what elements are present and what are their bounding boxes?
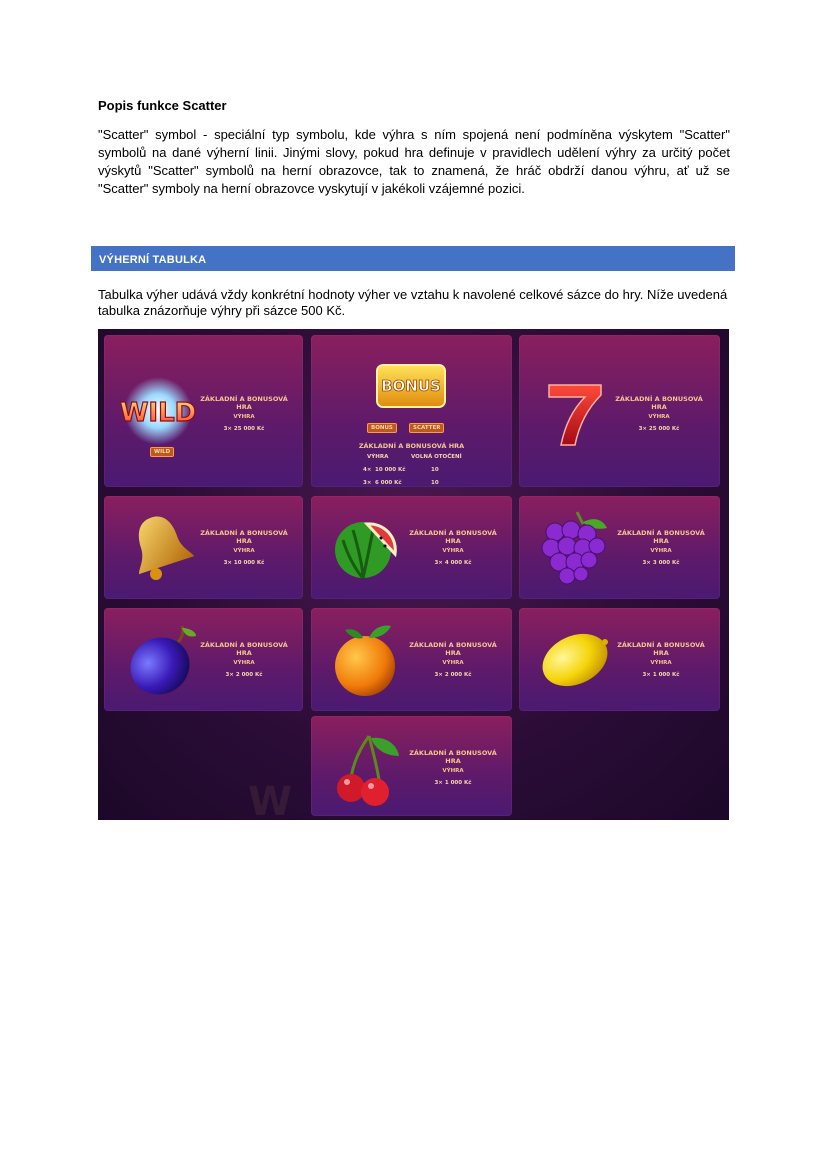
bonus-row-3-win: 6 000 Kč: [375, 480, 402, 486]
bonus-row-3-count: 3×: [363, 480, 372, 486]
bonus-icon: [373, 359, 449, 413]
paytable-card-lemon: [519, 608, 720, 711]
plum-icon: [124, 620, 200, 700]
cherry-icon: [329, 730, 405, 810]
bonus-row-4-spins: 10: [431, 467, 439, 473]
paytable-intro: Tabulka výher udává vždy konkrétní hodnoty výher ve vztahu k navolené celkové sázce do hry. Níže uvedená tabulka znázorňuje výhry při sázce 500 Kč.: [98, 287, 728, 318]
wild-badge: WILD: [150, 447, 174, 457]
bonus-badge: BONUS: [367, 423, 397, 433]
plum-payout: ZÁKLADNÍ A BONUSOVÁ HRA VÝHRA 3× 2 000 Kč: [200, 641, 288, 678]
bell-payout: ZÁKLADNÍ A BONUSOVÁ HRA VÝHRA 3× 10 000 Kč: [200, 529, 288, 566]
orange-icon: [329, 620, 405, 700]
paytable-card-seven: [519, 335, 720, 487]
bonus-col-spins: VOLNÁ OTOČENÍ: [411, 454, 462, 460]
svg-text:BONUS: BONUS: [381, 377, 441, 395]
bell-icon: [126, 510, 196, 584]
lemon-icon: [535, 624, 615, 694]
paytable-card-bell: [104, 496, 303, 599]
bonus-row-4-count: 4×: [363, 467, 372, 473]
paytable-image: [98, 329, 729, 820]
cherry-payout: ZÁKLADNÍ A BONUSOVÁ HRA VÝHRA 3× 1 000 Kč: [409, 749, 497, 786]
svg-text:WILD: WILD: [119, 398, 197, 428]
lemon-payout: ZÁKLADNÍ A BONUSOVÁ HRA VÝHRA 3× 1 000 Kč: [617, 641, 705, 678]
scatter-badge: SCATTER: [409, 423, 444, 433]
grapes-icon: [537, 508, 611, 588]
paytable-banner: VÝHERNÍ TABULKA: [91, 246, 735, 271]
bonus-row-4-win: 10 000 Kč: [375, 467, 406, 473]
paytable-card-wild: [104, 335, 303, 487]
scatter-description: "Scatter" symbol - speciální typ symbolu, kde výhra s ním spojená není podmíněna výskytem "Scatter" symbolů na dané výherní linii. Jinými slovy, pokud hra definuje v pravidlech udělení výhry za určitý počet výskytů "Scatter" symbolů na herní obrazovce, tak to znamená, že hráč obdrží danou výhru, ať už se "Scatter" symboly na herní obrazovce vyskytují v jakékoli vzájemné pozici.: [98, 127, 730, 196]
wild-icon: [118, 373, 198, 453]
watermelon-payout: ZÁKLADNÍ A BONUSOVÁ HRA VÝHRA 3× 4 000 Kč: [409, 529, 497, 566]
paytable-card-orange: [311, 608, 512, 711]
watermelon-icon: [329, 510, 405, 584]
orange-payout: ZÁKLADNÍ A BONUSOVÁ HRA VÝHRA 3× 2 000 Kč: [409, 641, 497, 678]
paytable-card-cherry: [311, 716, 512, 816]
paytable-card-bonus: [311, 335, 512, 487]
scatter-heading: Popis funkce Scatter: [98, 98, 227, 113]
bonus-row-3-spins: 10: [431, 480, 439, 486]
bonus-mode-label: ZÁKLADNÍ A BONUSOVÁ HRA: [358, 442, 465, 450]
wild-payout: ZÁKLADNÍ A BONUSOVÁ HRA VÝHRA 3× 25 000 Kč: [200, 395, 288, 432]
seven-icon: [543, 379, 607, 449]
paytable-card-plum: [104, 608, 303, 711]
seven-payout: ZÁKLADNÍ A BONUSOVÁ HRA VÝHRA 3× 25 000 Kč: [615, 395, 703, 432]
paytable-card-watermelon: [311, 496, 512, 599]
background-decoration: W: [248, 779, 293, 820]
paytable-card-grapes: [519, 496, 720, 599]
bonus-col-win: VÝHRA: [367, 454, 389, 460]
grapes-payout: ZÁKLADNÍ A BONUSOVÁ HRA VÝHRA 3× 3 000 Kč: [617, 529, 705, 566]
